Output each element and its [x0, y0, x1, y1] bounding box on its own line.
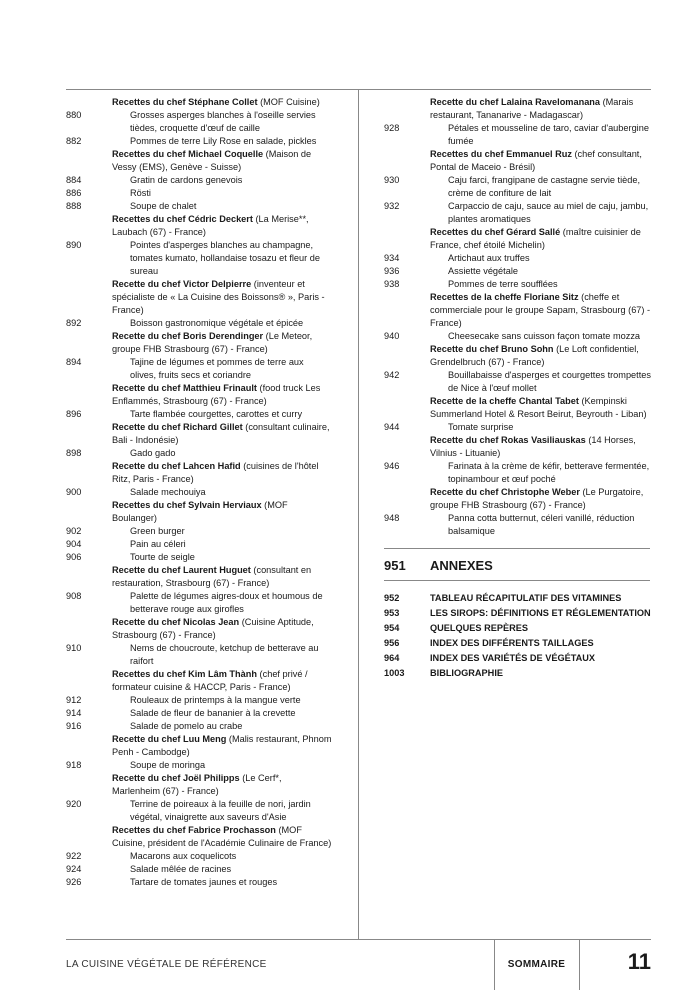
- chef-details: (cheffe et commerciale pour le groupe Sapam, Strasbourg (67) - France): [430, 292, 651, 328]
- recipe-title: Tartare de tomates jaunes et rouges: [130, 877, 278, 887]
- footer-section-name: SOMMAIRE: [507, 959, 566, 970]
- chef-details: (Le Meteor, groupe FHB Strasbourg (67) - France): [112, 331, 313, 354]
- chef-details: (Le Purgatoire, groupe FHB Strasbourg (67) - France): [430, 487, 644, 510]
- recipe-entry: [384, 278, 652, 291]
- recipe-title: Tourte de seigle: [130, 552, 195, 562]
- recipe-page-number: 944: [384, 422, 400, 432]
- recipe-entry: [66, 590, 332, 616]
- recipe-title: Assiette végétale: [448, 266, 518, 276]
- chef-details: (maître cuisinier de France, chef étoilé Michelin): [430, 227, 641, 250]
- recipe-title: Farinata à la crème de kéfir, betterave fermentée, topinambour et œuf poché: [448, 461, 650, 484]
- recipe-entry: [66, 200, 332, 213]
- chef-heading: [66, 733, 332, 759]
- chef-name: Recette du chef Joël Philipps: [112, 773, 240, 783]
- recipe-entry: [66, 551, 332, 564]
- recipe-title: Macarons aux coquelicots: [130, 851, 237, 861]
- recipe-page-number: 934: [384, 253, 400, 263]
- chef-name: Recettes du chef Michael Coquelle: [112, 149, 264, 159]
- recipe-title: Palette de légumes aigres-doux et houmous de betterave rouge aux girofles: [130, 591, 323, 614]
- chef-details: (MOF Cuisine, président de l'Académie Culinaire de France): [112, 825, 332, 848]
- recipe-page-number: 916: [66, 721, 82, 731]
- footer-page-number: 11: [627, 949, 651, 974]
- chef-name: Recette du chef Matthieu Frinault: [112, 383, 257, 393]
- recipe-entry: [66, 187, 332, 200]
- annexes-list: [384, 592, 652, 680]
- recipe-page-number: 900: [66, 487, 82, 497]
- recipe-entry: [66, 707, 332, 720]
- chef-heading: [66, 460, 332, 486]
- recipe-page-number: 912: [66, 695, 82, 705]
- recipe-title: Salade mechouiya: [130, 487, 206, 497]
- recipe-page-number: 942: [384, 370, 400, 380]
- recipe-page-number: 908: [66, 591, 82, 601]
- recipe-page-number: 882: [66, 136, 82, 146]
- recipe-entry: [384, 200, 652, 226]
- recipe-entry: [384, 512, 652, 538]
- annexes-section: [384, 548, 652, 682]
- footer-rule: [66, 939, 651, 940]
- recipe-title: Salade de pomelo au crabe: [130, 721, 243, 731]
- recipe-entry: [66, 356, 332, 382]
- chef-name: Recette du chef Boris Derendinger: [112, 331, 264, 341]
- recipe-page-number: 924: [66, 864, 82, 874]
- recipe-page-number: 890: [66, 240, 82, 250]
- recipe-title: Tajine de légumes et pommes de terre aux olives, fruits secs et coriandre: [130, 357, 304, 380]
- recipe-title: Pétales et mousseline de taro, caviar d'aubergine fumée: [448, 123, 649, 146]
- chef-heading: [66, 96, 332, 109]
- chef-details: (cuisines de l'hôtel Ritz, Paris - France): [112, 461, 319, 484]
- recipe-page-number: 894: [66, 357, 82, 367]
- chef-details: (La Merise**, Laubach (67) - France): [112, 214, 309, 237]
- recipe-title: Tarte flambée courgettes, carottes et curry: [130, 409, 303, 419]
- recipe-title: Boisson gastronomique végétale et épicée: [130, 318, 304, 328]
- annex-entry: [384, 652, 652, 665]
- recipe-title: Rösti: [130, 188, 151, 198]
- chef-heading: [66, 616, 332, 642]
- toc-right-column: [384, 96, 652, 538]
- recipe-entry: [384, 122, 652, 148]
- chef-heading: [66, 499, 332, 525]
- chef-heading: [66, 421, 332, 447]
- annex-page-number: 964: [384, 653, 400, 663]
- chef-details: (Marais restaurant, Tananarive - Madagascar): [430, 97, 634, 120]
- recipe-page-number: 930: [384, 175, 400, 185]
- chef-name: Recette du chef Lahcen Hafid: [112, 461, 241, 471]
- annex-entry: [384, 637, 652, 650]
- annex-page-number: 954: [384, 623, 400, 633]
- chef-details: (food truck Les Enflammés, Strasbourg (67) - France): [112, 383, 321, 406]
- recipe-entry: [66, 694, 332, 707]
- annex-label: BIBLIOGRAPHIE: [430, 668, 503, 678]
- recipe-entry: [384, 421, 652, 434]
- recipe-page-number: 914: [66, 708, 82, 718]
- chef-name: Recette du chef Victor Delpierre: [112, 279, 252, 289]
- chef-details: (MOF Cuisine): [257, 97, 320, 107]
- recipe-page-number: 920: [66, 799, 82, 809]
- annex-entry: [384, 667, 652, 680]
- chef-heading: [384, 291, 652, 330]
- chef-name: Recette du chef Laurent Huguet: [112, 565, 251, 575]
- recipe-title: Panna cotta butternut, céleri vanillé, réduction balsamique: [448, 513, 635, 536]
- recipe-entry: [384, 460, 652, 486]
- recipe-title: Pain au céleri: [130, 539, 186, 549]
- recipe-entry: [66, 538, 332, 551]
- chef-name: Recette du chef Bruno Sohn: [430, 344, 554, 354]
- recipe-page-number: 886: [66, 188, 82, 198]
- recipe-entry: [66, 798, 332, 824]
- recipe-entry: [66, 239, 332, 278]
- chef-name: Recettes du chef Kim Lâm Thành: [112, 669, 257, 679]
- chef-details: (chef privé / formateur cuisine & HACCP, Paris - France): [112, 669, 308, 692]
- recipe-title: Pommes de terre Lily Rose en salade, pickles: [130, 136, 317, 146]
- column-divider: [358, 89, 359, 940]
- chef-heading: [384, 226, 652, 252]
- toc-left-column: [66, 96, 332, 889]
- recipe-entry: [66, 174, 332, 187]
- chef-name: Recettes du chef Emmanuel Ruz: [430, 149, 572, 159]
- recipe-title: Pommes de terre soufflées: [448, 279, 558, 289]
- annex-entry: [384, 592, 652, 605]
- recipe-entry: [66, 408, 332, 421]
- chef-name: Recette de la cheffe Chantal Tabet: [430, 396, 579, 406]
- chef-name: Recettes du chef Stéphane Collet: [112, 97, 258, 107]
- footer-book-title: LA CUISINE VÉGÉTALE DE RÉFÉRENCE: [66, 959, 267, 970]
- recipe-page-number: 884: [66, 175, 82, 185]
- recipe-page-number: 938: [384, 279, 400, 289]
- recipe-entry: [66, 850, 332, 863]
- recipe-page-number: 898: [66, 448, 82, 458]
- recipe-title: Soupe de moringa: [130, 760, 206, 770]
- recipe-entry: [384, 369, 652, 395]
- recipe-title: Salade de fleur de bananier à la crevette: [130, 708, 296, 718]
- recipe-page-number: 922: [66, 851, 82, 861]
- chef-details: (Le Loft confidentiel, Grendelbruch (67) - France): [430, 344, 639, 367]
- chef-name: Recettes de la cheffe Floriane Sitz: [430, 292, 579, 302]
- recipe-entry: [66, 317, 332, 330]
- recipe-title: Terrine de poireaux à la feuille de nori, jardin végétal, vinaigrette aux saveurs d'Asie: [130, 799, 311, 822]
- recipe-entry: [66, 109, 332, 135]
- recipe-page-number: 906: [66, 552, 82, 562]
- recipe-entry: [66, 447, 332, 460]
- chef-details: (Maison de Vessy (EMS), Genève - Suisse): [112, 149, 312, 172]
- chef-name: Recette du chef Richard Gillet: [112, 422, 243, 432]
- recipe-title: Gratin de cardons genevois: [130, 175, 243, 185]
- recipe-page-number: 904: [66, 539, 82, 549]
- recipe-title: Rouleaux de printemps à la mangue verte: [130, 695, 301, 705]
- recipe-title: Soupe de chalet: [130, 201, 197, 211]
- annexes-title: ANNEXES: [430, 557, 493, 573]
- recipe-page-number: 880: [66, 110, 82, 120]
- recipe-entry: [66, 135, 332, 148]
- annex-entry: [384, 607, 652, 620]
- annexes-bottom-rule: [384, 580, 650, 581]
- annex-page-number: 952: [384, 593, 400, 603]
- chef-heading: [384, 343, 652, 369]
- chef-name: Recettes du chef Sylvain Herviaux: [112, 500, 262, 510]
- chef-details: (Cuisine Aptitude, Strasbourg (67) - France): [112, 617, 314, 640]
- recipe-page-number: 926: [66, 877, 82, 887]
- chef-name: Recettes du chef Fabrice Prochasson: [112, 825, 276, 835]
- recipe-title: Pointes d'asperges blanches au champagne, tomates kumato, hollandaise tosazu et fleur de sureau: [130, 240, 320, 276]
- recipe-page-number: 918: [66, 760, 82, 770]
- chef-details: (consultant culinaire, Bali - Indonésie): [112, 422, 330, 445]
- recipe-title: Nems de choucroute, ketchup de betterave au raifort: [130, 643, 319, 666]
- chef-details: (14 Horses, Vilnius - Lituanie): [430, 435, 636, 458]
- annex-label: INDEX DES DIFFÉRENTS TAILLAGES: [430, 638, 594, 648]
- chef-heading: [66, 382, 332, 408]
- recipe-page-number: 888: [66, 201, 82, 211]
- chef-name: Recette du chef Nicolas Jean: [112, 617, 240, 627]
- chef-details: (MOF Boulanger): [112, 500, 288, 523]
- chef-details: (Malis restaurant, Phnom Penh - Cambodge): [112, 734, 332, 757]
- annexes-heading: [384, 555, 652, 575]
- annex-page-number: 1003: [384, 668, 405, 678]
- recipe-page-number: 936: [384, 266, 400, 276]
- recipe-entry: [66, 863, 332, 876]
- chef-heading: [384, 148, 652, 174]
- recipe-entry: [66, 525, 332, 538]
- recipe-entry: [384, 330, 652, 343]
- chef-heading: [66, 668, 332, 694]
- chef-name: Recettes du chef Cédric Deckert: [112, 214, 253, 224]
- chef-heading: [384, 96, 652, 122]
- annexes-page-number: 951: [384, 557, 406, 573]
- recipe-entry: [66, 876, 332, 889]
- chef-heading: [66, 564, 332, 590]
- chef-heading: [66, 278, 332, 317]
- chef-name: Recettes du chef Gérard Sallé: [430, 227, 561, 237]
- recipe-page-number: 928: [384, 123, 400, 133]
- chef-heading: [66, 330, 332, 356]
- annex-page-number: 956: [384, 638, 400, 648]
- chef-heading: [384, 486, 652, 512]
- recipe-page-number: 896: [66, 409, 82, 419]
- recipe-title: Tomate surprise: [448, 422, 514, 432]
- recipe-title: Caju farci, frangipane de castagne servie tiède, crème de confiture de lait: [448, 175, 641, 198]
- chef-heading: [384, 395, 652, 421]
- chef-heading: [66, 148, 332, 174]
- chef-details: (chef consultant, Pontal de Maceio - Brésil): [430, 149, 642, 172]
- recipe-entry: [66, 720, 332, 733]
- chef-name: Recette du chef Rokas Vasiliauskas: [430, 435, 586, 445]
- recipe-entry: [384, 252, 652, 265]
- annex-label: QUELQUES REPÈRES: [430, 623, 529, 633]
- recipe-entry: [384, 265, 652, 278]
- recipe-title: Bouillabaisse d'asperges et courgettes trompettes de Nice à l'œuf mollet: [448, 370, 651, 393]
- chef-heading: [66, 213, 332, 239]
- chef-name: Recette du chef Christophe Weber: [430, 487, 580, 497]
- recipe-entry: [384, 174, 652, 200]
- chef-details: (Le Cerf*, Marlenheim (67) - France): [112, 773, 282, 796]
- recipe-entry: [66, 642, 332, 668]
- annex-label: LES SIROPS: DÉFINITIONS ET RÉGLEMENTATION: [430, 608, 651, 618]
- recipe-page-number: 902: [66, 526, 82, 536]
- chef-name: Recette du chef Lalaina Ravelomanana: [430, 97, 601, 107]
- chef-details: (consultant en restauration, Strasbourg (67) - France): [112, 565, 312, 588]
- recipe-page-number: 946: [384, 461, 400, 471]
- recipe-title: Salade mêlée de racines: [130, 864, 232, 874]
- recipe-title: Green burger: [130, 526, 185, 536]
- chef-heading: [384, 434, 652, 460]
- chef-heading: [66, 772, 332, 798]
- recipe-entry: [66, 486, 332, 499]
- annexes-top-rule: [384, 548, 650, 549]
- recipe-title: Cheesecake sans cuisson façon tomate mozza: [448, 331, 641, 341]
- recipe-title: Grosses asperges blanches à l'oseille servies tièdes, croquette d'œuf de caille: [130, 110, 316, 133]
- recipe-page-number: 892: [66, 318, 82, 328]
- chef-name: Recette du chef Luu Meng: [112, 734, 227, 744]
- annex-label: INDEX DES VARIÉTÉS DE VÉGÉTAUX: [430, 653, 596, 663]
- recipe-page-number: 940: [384, 331, 400, 341]
- annex-entry: [384, 622, 652, 635]
- recipe-title: Gado gado: [130, 448, 176, 458]
- recipe-title: Artichaut aux truffes: [448, 253, 530, 263]
- chef-details: (Kempinski Summerland Hotel & Resort Beirut, Beyrouth - Liban): [430, 396, 647, 419]
- recipe-page-number: 910: [66, 643, 82, 653]
- annex-label: TABLEAU RÉCAPITULATIF DES VITAMINES: [430, 593, 622, 603]
- chef-heading: [66, 824, 332, 850]
- recipe-page-number: 948: [384, 513, 400, 523]
- recipe-entry: [66, 759, 332, 772]
- chef-details: (inventeur et spécialiste de « La Cuisine des Boissons® », Paris - France): [112, 279, 325, 315]
- annex-page-number: 953: [384, 608, 400, 618]
- recipe-page-number: 932: [384, 201, 400, 211]
- recipe-title: Carpaccio de caju, sauce au miel de caju, jambu, plantes aromatiques: [448, 201, 649, 224]
